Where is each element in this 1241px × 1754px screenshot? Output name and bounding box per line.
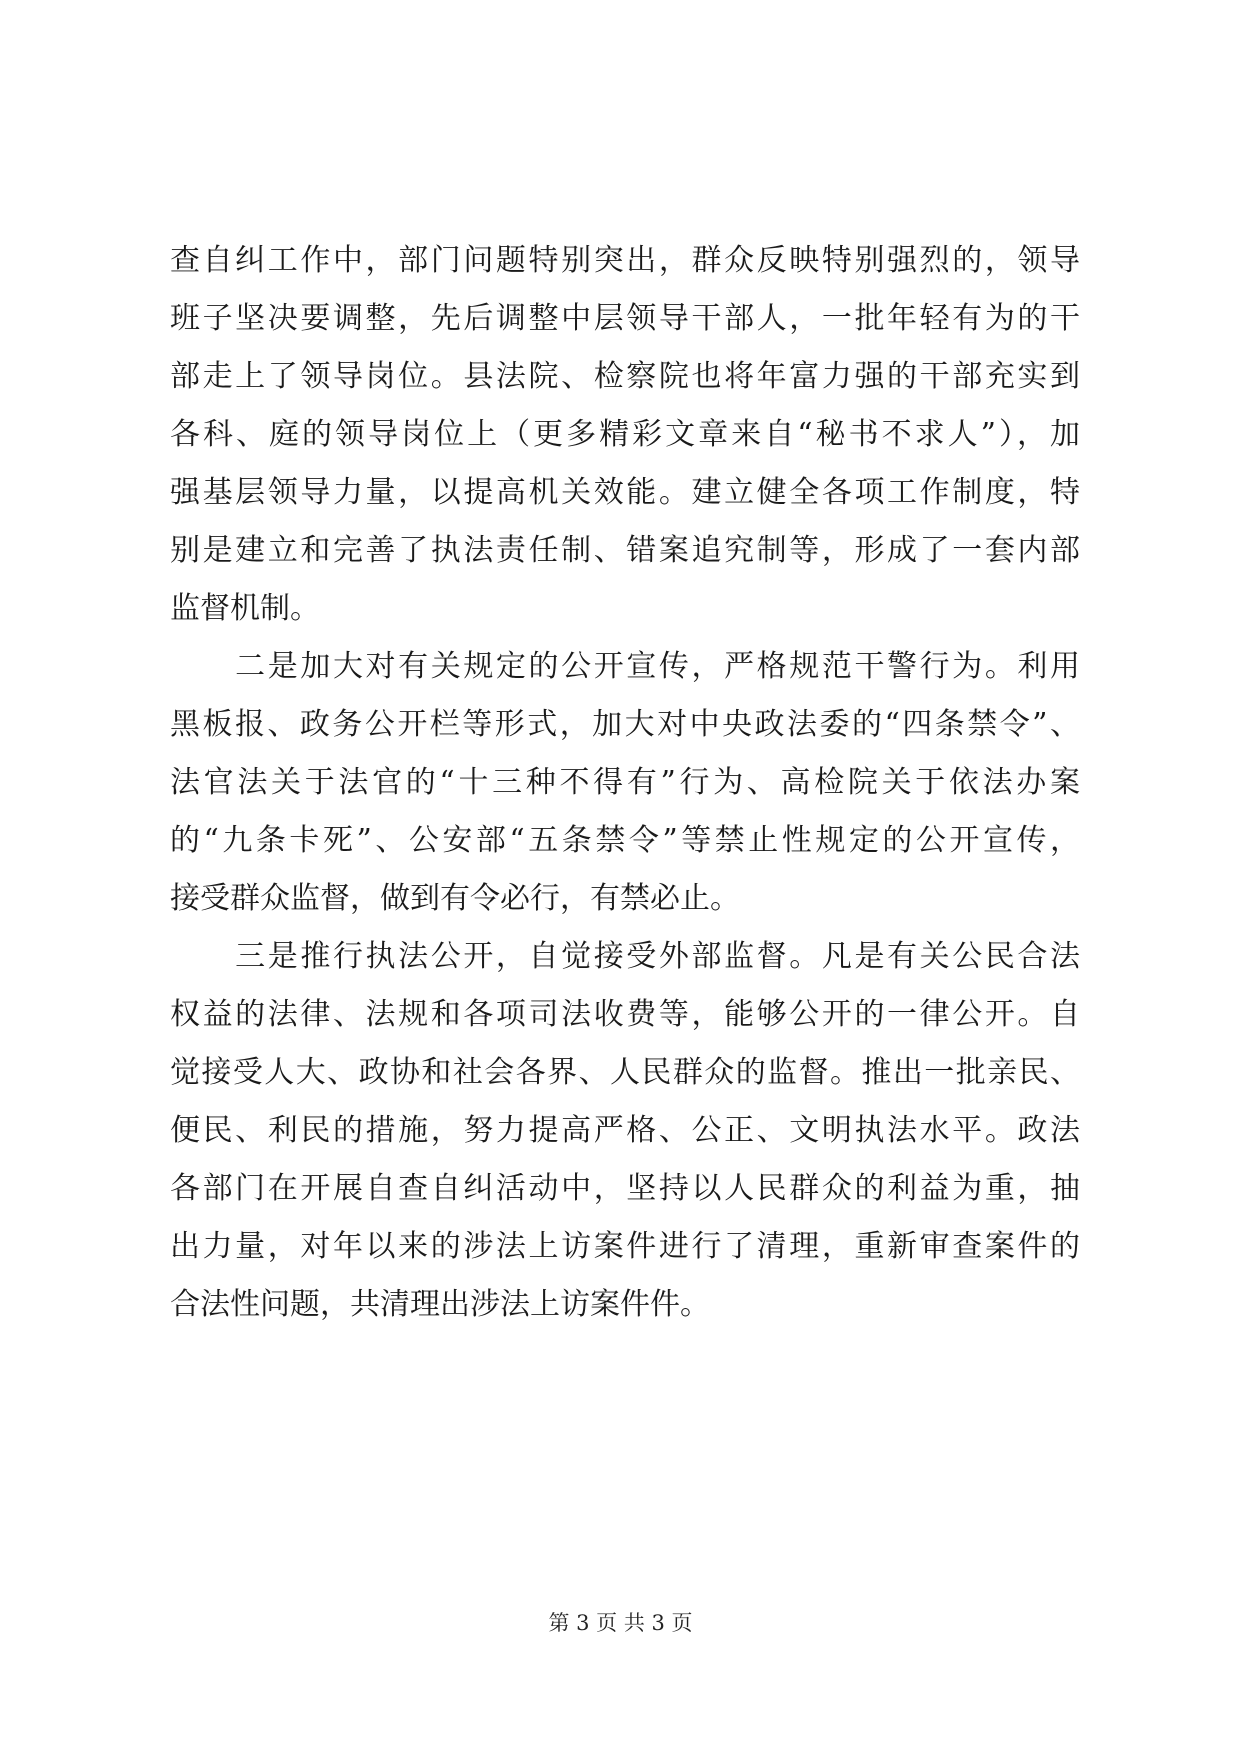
text-line: 觉接受人大、政协和社会各界、人民群众的监督。推出一批亲民、: [170, 1055, 1080, 1090]
text-line: 监督机制。: [170, 591, 320, 626]
document-body: [170, 232, 1080, 1334]
text-line: 各科、庭的领导岗位上（更多精彩文章来自“秘书不求人”），加: [170, 417, 1080, 452]
text-line: 法官法关于法官的“十三种不得有”行为、高检院关于依法办案: [170, 765, 1080, 800]
text-line: 部走上了领导岗位。县法院、检察院也将年富力强的干部充实到: [170, 359, 1080, 394]
text-line: 接受群众监督，做到有令必行，有禁必止。: [170, 881, 740, 916]
text-line: 班子坚决要调整，先后调整中层领导干部人，一批年轻有为的干: [170, 301, 1080, 336]
text-line: 二是加大对有关规定的公开宣传，严格规范干警行为。利用: [170, 649, 1080, 684]
text-line: 查自纠工作中，部门问题特别突出，群众反映特别强烈的，领导: [170, 243, 1080, 278]
text-line: 黑板报、政务公开栏等形式，加大对中央政法委的“四条禁令”、: [170, 707, 1080, 742]
text-line: 的“九条卡死”、公安部“五条禁令”等禁止性规定的公开宣传，: [170, 823, 1080, 858]
text-line: 出力量，对年以来的涉法上访案件进行了清理，重新审查案件的: [170, 1229, 1080, 1264]
text-line: 别是建立和完善了执法责任制、错案追究制等，形成了一套内部: [170, 533, 1080, 568]
text-line: 便民、利民的措施，努力提高严格、公正、文明执法水平。政法: [170, 1113, 1080, 1148]
text-line: 合法性问题，共清理出涉法上访案件件。: [170, 1287, 710, 1322]
text-line: 各部门在开展自查自纠活动中，坚持以人民群众的利益为重，抽: [170, 1171, 1080, 1206]
text-line: 三是推行执法公开，自觉接受外部监督。凡是有关公民合法: [170, 939, 1080, 974]
text-line: 强基层领导力量，以提高机关效能。建立健全各项工作制度，特: [170, 475, 1080, 510]
text-line: 权益的法律、法规和各项司法收费等，能够公开的一律公开。自: [170, 997, 1080, 1032]
page-number-footer: 第 3 页 共 3 页: [548, 1611, 693, 1635]
